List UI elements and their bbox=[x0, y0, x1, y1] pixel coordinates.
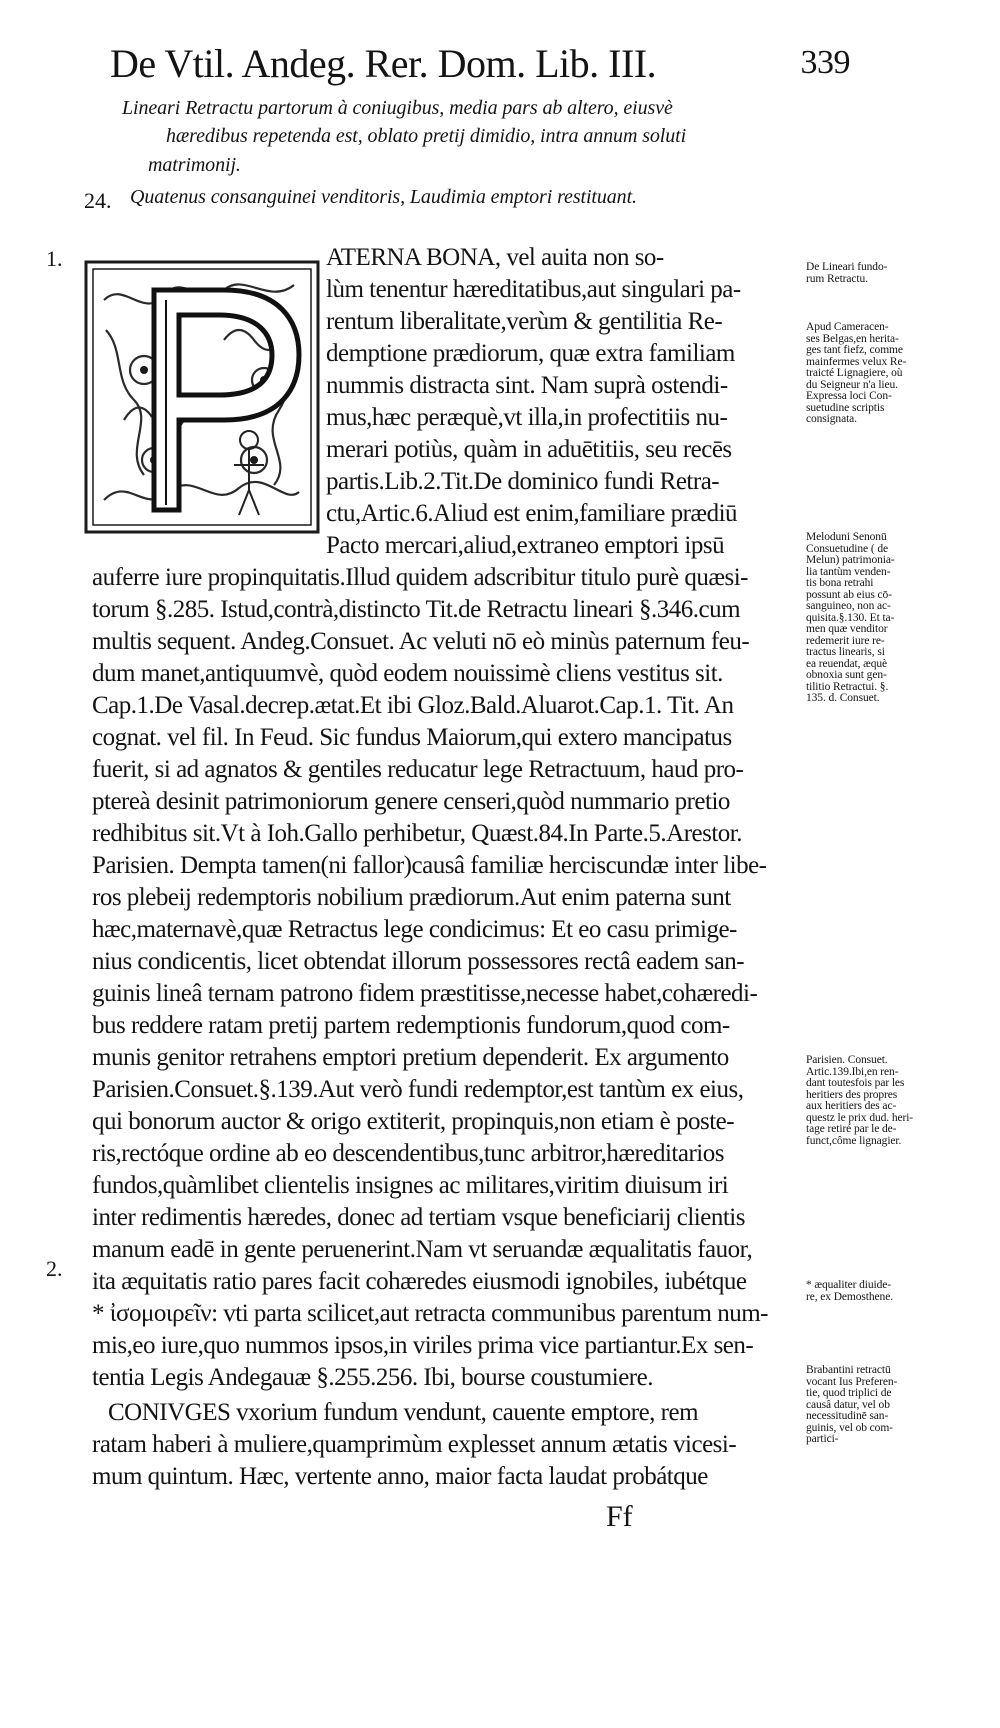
body-line: mus,hæc peræquè,vt illa,in profectitiis nu- bbox=[326, 404, 728, 431]
side-note-line: traicté Lignagiere, où bbox=[806, 367, 903, 379]
side-note-line: obnoxia sunt gen- bbox=[806, 669, 887, 681]
body-line: ris,rectóque ordine ab eo descendentibus,tunc arbitror,hæreditarios bbox=[92, 1140, 724, 1167]
side-note-line: tractus linearis, si bbox=[806, 646, 885, 658]
body-line: torum §.285. Istud,contrà,distincto Tit.de Retractu lineari §.346.cum bbox=[92, 596, 741, 623]
side-note bbox=[806, 1365, 897, 1446]
side-note bbox=[806, 532, 895, 705]
side-note-line: 135. d. Consuet. bbox=[806, 692, 880, 704]
body-line: bus reddere ratam pretij partem redemptionis fundorum,quod com- bbox=[92, 1012, 730, 1039]
side-note-line: quisita.§.130. Et ta- bbox=[806, 611, 895, 624]
summary-line: matrimonij. bbox=[148, 154, 241, 176]
side-note bbox=[806, 1055, 913, 1147]
side-note-line: consignata. bbox=[806, 413, 857, 425]
side-note-line: partici- bbox=[806, 1433, 839, 1445]
side-note-line: re, ex Demosthene. bbox=[806, 1290, 893, 1303]
side-note-line: * æqualiter diuide- bbox=[806, 1279, 891, 1291]
side-note-line: questz le prix dud. heri- bbox=[806, 1111, 914, 1124]
side-note-line: Apud Cameracen- bbox=[806, 321, 889, 333]
side-note-line: De Lineari fundo- bbox=[806, 261, 888, 273]
body-line: fuerit, si ad agnatos & gentiles reducatur lege Retractuum, haud pro- bbox=[92, 756, 744, 783]
summary-line: hæredibus repetenda est, oblato pretij dimidio, intra annum soluti bbox=[166, 125, 687, 147]
body-line: redhibitus sit.Vt à Ioh.Gallo perhibetur, Quæst.84.In Parte.5.Arestor. bbox=[92, 820, 742, 847]
body-line: CONIVGES vxorium fundum vendunt, cauente emptore, rem bbox=[108, 1399, 699, 1426]
body-line: Cap.1.De Vasal.decrep.ætat.Et ibi Gloz.Bald.Aluarot.Cap.1. Tit. An bbox=[92, 692, 734, 719]
side-note-line: Parisien. Consuet. bbox=[806, 1054, 888, 1066]
side-note-line: Meloduni Senonū bbox=[806, 531, 887, 543]
body-line: hæc,maternavè,quæ Retractus lege condicimus: Et eo casu primige- bbox=[92, 916, 737, 943]
side-note-line: redemerit iure re- bbox=[806, 634, 885, 647]
side-note bbox=[806, 1280, 893, 1303]
body-line: lùm tenentur hæreditatibus,aut singulari pa- bbox=[326, 276, 741, 303]
side-note-line: necessitudinē san- bbox=[806, 1410, 889, 1422]
ornamental-initial-p-icon bbox=[84, 260, 320, 534]
side-note-line: tage retiré par le de- bbox=[806, 1123, 897, 1135]
body-line: demptione prædiorum, quæ extra familiam bbox=[326, 340, 735, 367]
side-note-line: mainfermes velux Re- bbox=[806, 355, 907, 368]
summary-line: Quatenus consanguinei venditoris, Laudimia emptori restituant. bbox=[130, 186, 637, 208]
section-number: 2. bbox=[46, 1256, 63, 1281]
side-note-line: aux heritiers des ac- bbox=[806, 1100, 897, 1112]
side-note-line: du Seigneur n'a lieu. bbox=[806, 378, 898, 391]
body-line: qui bonorum auctor & origo extiterit, propinquis,non etiam è poste- bbox=[92, 1108, 735, 1135]
side-note-line: ges tant fiefz, comme bbox=[806, 344, 903, 356]
side-note-line: Melun) patrimonia- bbox=[806, 554, 895, 566]
side-note-line: Consuetudine ( de bbox=[806, 542, 888, 555]
side-note-line: sanguineo, non ac- bbox=[806, 600, 891, 612]
summary-item-number: 24. bbox=[84, 188, 112, 213]
body-line: fundos,quàmlibet clientelis insignes ac militares,viritim diuisum iri bbox=[92, 1172, 729, 1199]
side-note-line: Artic.139.Ibi,en ren- bbox=[806, 1065, 899, 1078]
body-line: nius condicentis, licet obtendat illorum possessores rectâ eadem san- bbox=[92, 948, 745, 975]
body-line: ptereà desinit patrimoniorum genere censeri,quòd nummario pretio bbox=[92, 788, 730, 815]
side-note-line: suetudine scriptis bbox=[806, 401, 885, 414]
body-line: manum eadē in gente peruenerint.Nam vt seruandæ æqualitatis fauor, bbox=[92, 1236, 753, 1263]
side-note-line: men quæ venditor bbox=[806, 623, 888, 635]
side-note-line: tis bona retrahi bbox=[806, 577, 874, 589]
side-note-line: dant toutesfois par les bbox=[806, 1077, 905, 1089]
side-note-line: vocant Ius Preferen- bbox=[806, 1375, 898, 1388]
side-note-line: possunt ab eius cō- bbox=[806, 588, 892, 601]
side-note-line: tie, quod triplici de bbox=[806, 1387, 892, 1399]
body-line: ctu,Artic.6.Aliud est enim,familiare prædiū bbox=[326, 500, 738, 527]
side-note-line: guinis, vel ob com- bbox=[806, 1421, 893, 1434]
body-line: munis genitor retrahens emptori pretium dependerit. Ex argumento bbox=[92, 1044, 729, 1071]
section-number: 1. bbox=[46, 246, 63, 271]
body-line: ratam haberi à muliere,quamprimùm explesset annum ætatis vicesi- bbox=[92, 1431, 737, 1458]
body-line: dum manet,antiquumvè, quòd eodem nouissimè cliens vestitus sit. bbox=[92, 660, 723, 687]
body-line: nummis distracta sint. Nam suprà ostendi- bbox=[326, 372, 728, 399]
body-line: auferre iure propinquitatis.Illud quidem adscribitur titulo purè quæsi- bbox=[92, 564, 749, 591]
body-line: mis,eo iure,quo nummos ipsos,in viriles prima vice partiantur.Ex sen- bbox=[92, 1332, 754, 1359]
side-note-line: rum Retractu. bbox=[806, 272, 868, 285]
side-note-line: tilitio Retractui. §. bbox=[806, 680, 889, 693]
body-line: cognat. vel fil. In Feud. Sic fundus Maiorum,qui extero mancipatus bbox=[92, 724, 732, 751]
side-note bbox=[806, 262, 887, 285]
side-note-line: funct,côme lignagier. bbox=[806, 1134, 902, 1147]
body-line: ita æquitatis ratio pares facit cohæredes eiusmodi ignobiles, iubétque bbox=[92, 1268, 747, 1295]
side-note-line: lia tantùm venden- bbox=[806, 565, 891, 578]
running-head bbox=[110, 40, 850, 87]
body-line: Pacto mercari,aliud,extraneo emptori ipsū bbox=[326, 532, 725, 559]
body-line: rentum liberalitate,verùm & gentilitia Re- bbox=[326, 308, 723, 335]
side-note-line: Expressa loci Con- bbox=[806, 390, 892, 402]
side-note-line: Brabantini retractū bbox=[806, 1364, 891, 1376]
body-line: ros plebeij redemptoris nobilium prædiorum.Aut enim paterna sunt bbox=[92, 884, 731, 911]
side-note bbox=[806, 322, 906, 426]
body-line: ATERNA BONA, vel auita non so- bbox=[326, 244, 664, 271]
body-line: mum quintum. Hæc, vertente anno, maior facta laudat probátque bbox=[92, 1463, 708, 1490]
side-note-line: ses Belgas,en herita- bbox=[806, 332, 899, 345]
body-line: inter redimentis hæredes, donec ad tertiam vsque beneficiarij clientis bbox=[92, 1204, 745, 1231]
body-line: partis.Lib.2.Tit.De dominico fundi Retra- bbox=[326, 468, 720, 495]
body-line: Parisien. Dempta tamen(ni fallor)causâ familiæ herciscundæ inter libe- bbox=[92, 852, 767, 879]
body-line: tentia Legis Andegauæ §.255.256. Ibi, bourse coustumiere. bbox=[92, 1364, 653, 1391]
page-number: 339 bbox=[800, 44, 850, 81]
running-title: De Vtil. Andeg. Rer. Dom. Lib. III. bbox=[110, 41, 657, 86]
body-line: guinis lineâ ternam patrono fidem præstitisse,necesse habet,cohæredi- bbox=[92, 980, 758, 1007]
body-line: * ἰσομοιρεῖν: vti parta scilicet,aut retracta communibus parentum num- bbox=[92, 1300, 768, 1327]
side-note-line: heritiers des propres bbox=[806, 1088, 898, 1101]
side-note-line: causâ datur, vel ob bbox=[806, 1398, 890, 1411]
body-line: Parisien.Consuet.§.139.Aut verò fundi redemptor,est tantùm ex eius, bbox=[92, 1076, 744, 1103]
side-note-line: ea reuendat, æquè bbox=[806, 657, 887, 670]
body-line: multis sequent. Andeg.Consuet. Ac veluti nō eò minùs paternum feu- bbox=[92, 628, 750, 655]
summary-line: Lineari Retractu partorum à coniugibus, media pars ab altero, eiusvè bbox=[122, 97, 673, 119]
signature-mark: Ff bbox=[606, 1500, 633, 1533]
body-line: merari potiùs, quàm in aduētitiis, seu recēs bbox=[326, 436, 732, 463]
